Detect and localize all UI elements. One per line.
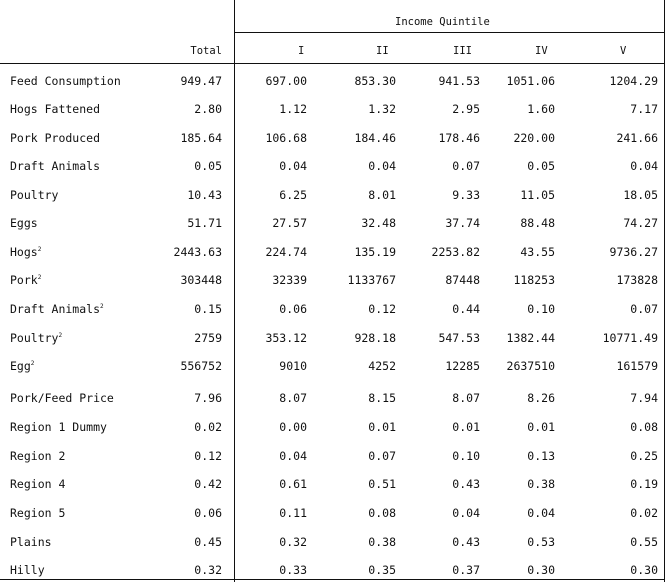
cell-total: 7.96 (194, 391, 222, 405)
row-label (10, 302, 104, 316)
cell-iii: 9.33 (452, 188, 480, 202)
cell-ii: 32.48 (361, 216, 396, 230)
row-label (10, 359, 34, 373)
cell-iii: 0.01 (452, 420, 480, 434)
cell-total: 0.45 (194, 535, 222, 549)
cell-v: 0.30 (630, 563, 658, 577)
cell-ii: 135.19 (354, 245, 396, 259)
cell-iii: 12285 (445, 359, 480, 373)
cell-i: 0.32 (279, 535, 307, 549)
cell-i: 224.74 (265, 245, 307, 259)
row-label-text: Region 5 (10, 506, 66, 520)
cell-total: 0.12 (194, 449, 222, 463)
cell-iii: 0.10 (452, 449, 480, 463)
cell-iii: 941.53 (438, 74, 480, 88)
cell-iv: 2637510 (506, 359, 555, 373)
row-label-text: Eggs (10, 216, 38, 230)
cell-v: 7.94 (630, 391, 658, 405)
table-bottom-rule (0, 579, 665, 580)
cell-i: 0.00 (279, 420, 307, 434)
row-label-text: Hogs (10, 245, 38, 259)
cell-iv: 8.26 (527, 391, 555, 405)
cell-ii: 4252 (368, 359, 396, 373)
row-label-text: Draft Animals (10, 159, 101, 173)
cell-v: 0.08 (630, 420, 658, 434)
row-label-text: Pork Produced (10, 131, 101, 145)
cell-i: 9010 (279, 359, 307, 373)
footnote-marker: 2 (37, 246, 42, 253)
cell-v: 74.27 (623, 216, 658, 230)
cell-iii: 8.07 (452, 391, 480, 405)
footnote-marker: 2 (30, 360, 35, 367)
row-label-text: Region 2 (10, 449, 66, 463)
cell-iii: 0.04 (452, 506, 480, 520)
cell-ii: 0.38 (368, 535, 396, 549)
cell-ii: 184.46 (354, 131, 396, 145)
cell-total: 185.64 (180, 131, 222, 145)
column-divider-right (664, 0, 665, 582)
row-label (10, 477, 65, 491)
cell-total: 0.32 (194, 563, 222, 577)
cell-v: 9736.27 (609, 245, 658, 259)
cell-iii: 0.43 (452, 535, 480, 549)
cell-ii: 0.08 (368, 506, 396, 520)
cell-ii: 0.04 (368, 159, 396, 173)
cell-iv: 0.05 (527, 159, 555, 173)
cell-total: 949.47 (180, 74, 222, 88)
cell-total: 0.15 (194, 302, 222, 316)
row-label-text: Hilly (10, 563, 45, 577)
cell-ii: 853.30 (354, 74, 396, 88)
row-label (10, 131, 100, 145)
cell-v: 0.04 (630, 159, 658, 173)
row-label-text: Pork/Feed Price (10, 391, 114, 405)
column-header-v: V (620, 45, 627, 57)
row-label-text: Hogs Fattened (10, 102, 101, 116)
cell-total: 0.02 (194, 420, 222, 434)
row-label-text: Region 1 Dummy (10, 420, 107, 434)
cell-total: 2.80 (194, 102, 222, 116)
cell-ii: 0.01 (368, 420, 396, 434)
cell-total: 0.05 (194, 159, 222, 173)
cell-iii: 547.53 (438, 331, 480, 345)
cell-total: 303448 (180, 273, 222, 287)
cell-total: 10.43 (187, 188, 222, 202)
cell-v: 173828 (616, 273, 658, 287)
cell-iii: 0.43 (452, 477, 480, 491)
cell-iii: 178.46 (438, 131, 480, 145)
cell-iv: 1051.06 (506, 74, 555, 88)
column-header-iii: III (453, 45, 472, 57)
cell-v: 0.19 (630, 477, 658, 491)
cell-v: 0.25 (630, 449, 658, 463)
group-header-rule (234, 32, 665, 33)
column-header-ii: II (376, 45, 389, 57)
cell-iii: 0.37 (452, 563, 480, 577)
cell-v: 1204.29 (609, 74, 658, 88)
row-label-text: Poultry (10, 188, 59, 202)
cell-iv: 0.10 (527, 302, 555, 316)
cell-v: 18.05 (623, 188, 658, 202)
cell-i: 697.00 (265, 74, 307, 88)
cell-total: 0.06 (194, 506, 222, 520)
cell-v: 241.66 (616, 131, 658, 145)
row-label (10, 216, 38, 230)
row-label (10, 331, 62, 345)
cell-total: 51.71 (187, 216, 222, 230)
row-label-text: Egg (10, 359, 31, 373)
cell-i: 0.06 (279, 302, 307, 316)
cell-total: 0.42 (194, 477, 222, 491)
header-bottom-rule (0, 63, 665, 64)
cell-iv: 0.38 (527, 477, 555, 491)
cell-v: 161579 (616, 359, 658, 373)
column-divider-total (234, 0, 235, 582)
cell-iv: 0.30 (527, 563, 555, 577)
cell-v: 7.17 (630, 102, 658, 116)
cell-iv: 220.00 (513, 131, 555, 145)
row-label (10, 273, 41, 287)
cell-v: 10771.49 (602, 331, 658, 345)
cell-iii: 2.95 (452, 102, 480, 116)
row-label-text: Draft Animals (10, 302, 101, 316)
cell-ii: 1.32 (368, 102, 396, 116)
cell-ii: 1133767 (347, 273, 396, 287)
cell-iv: 1382.44 (506, 331, 555, 345)
row-label-text: Poultry (10, 331, 59, 345)
cell-ii: 0.51 (368, 477, 396, 491)
footnote-marker: 2 (37, 274, 42, 281)
cell-total: 2443.63 (173, 245, 222, 259)
cell-i: 0.04 (279, 159, 307, 173)
cell-ii: 8.15 (368, 391, 396, 405)
cell-iv: 88.48 (520, 216, 555, 230)
cell-iv: 118253 (513, 273, 555, 287)
group-header-income-quintile: Income Quintile (395, 16, 490, 28)
cell-i: 0.04 (279, 449, 307, 463)
row-label-text: Feed Consumption (10, 74, 121, 88)
cell-iii: 37.74 (445, 216, 480, 230)
row-label-text: Region 4 (10, 477, 66, 491)
cell-iii: 2253.82 (431, 245, 480, 259)
cell-iii: 0.44 (452, 302, 480, 316)
cell-i: 6.25 (279, 188, 307, 202)
footnote-marker: 2 (58, 332, 63, 339)
cell-total: 2759 (194, 331, 222, 345)
cell-i: 106.68 (265, 131, 307, 145)
row-label (10, 188, 58, 202)
row-label (10, 563, 45, 577)
row-label (10, 245, 41, 259)
cell-i: 27.57 (272, 216, 307, 230)
cell-ii: 928.18 (354, 331, 396, 345)
column-header-i: I (298, 45, 305, 57)
cell-iv: 11.05 (520, 188, 555, 202)
cell-iv: 0.13 (527, 449, 555, 463)
row-label (10, 506, 65, 520)
cell-iii: 87448 (445, 273, 480, 287)
cell-v: 0.55 (630, 535, 658, 549)
cell-iv: 1.60 (527, 102, 555, 116)
cell-ii: 8.01 (368, 188, 396, 202)
row-label (10, 391, 114, 405)
cell-ii: 0.07 (368, 449, 396, 463)
column-header-total: Total (190, 45, 222, 57)
cell-v: 0.02 (630, 506, 658, 520)
cell-iv: 0.04 (527, 506, 555, 520)
cell-i: 0.33 (279, 563, 307, 577)
cell-i: 0.11 (279, 506, 307, 520)
cell-i: 32339 (272, 273, 307, 287)
row-label (10, 449, 65, 463)
cell-i: 0.61 (279, 477, 307, 491)
row-label-text: Pork (10, 273, 38, 287)
cell-i: 1.12 (279, 102, 307, 116)
row-label (10, 102, 100, 116)
row-label (10, 535, 52, 549)
cell-i: 8.07 (279, 391, 307, 405)
cell-iv: 0.53 (527, 535, 555, 549)
cell-ii: 0.12 (368, 302, 396, 316)
cell-ii: 0.35 (368, 563, 396, 577)
cell-iv: 0.01 (527, 420, 555, 434)
row-label (10, 74, 121, 88)
row-label (10, 159, 100, 173)
cell-v: 0.07 (630, 302, 658, 316)
cell-iv: 43.55 (520, 245, 555, 259)
cell-iii: 0.07 (452, 159, 480, 173)
footnote-marker: 2 (100, 303, 104, 310)
row-label-text: Plains (10, 535, 52, 549)
column-header-iv: IV (535, 45, 548, 57)
cell-total: 556752 (180, 359, 222, 373)
cell-i: 353.12 (265, 331, 307, 345)
row-label (10, 420, 107, 434)
